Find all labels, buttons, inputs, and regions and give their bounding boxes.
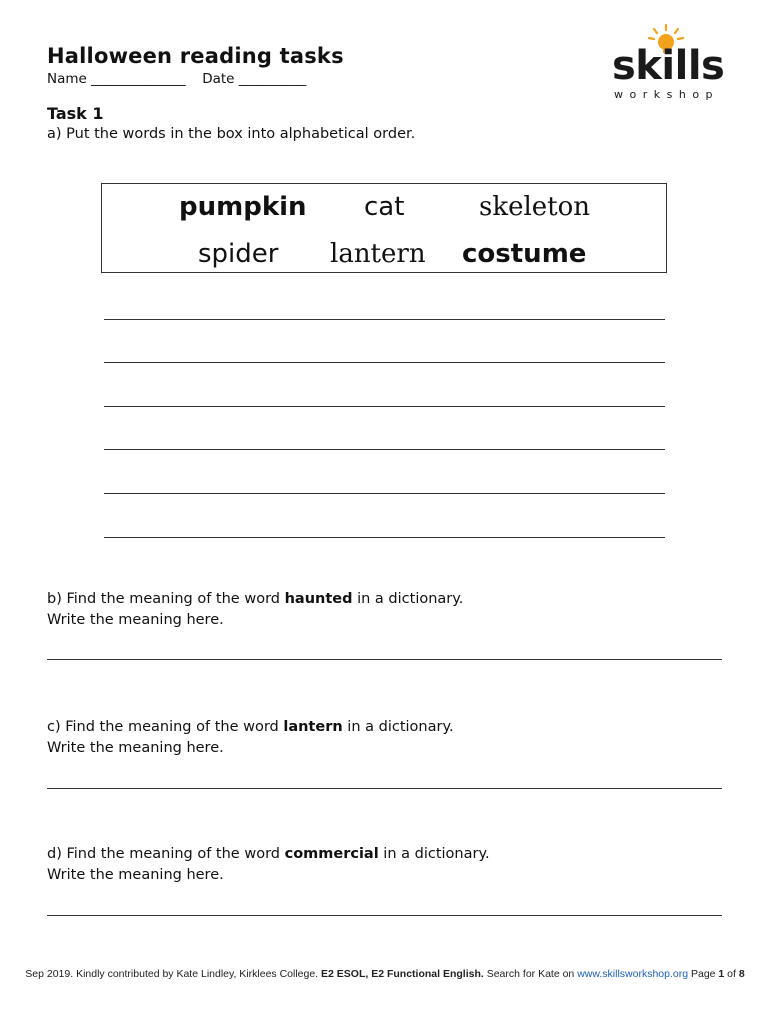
answer-line[interactable] (104, 493, 665, 494)
logo-subtitle: workshop (614, 88, 720, 101)
page-title: Halloween reading tasks (47, 44, 344, 68)
meaning-answer-line[interactable] (47, 788, 722, 789)
task-d-instruction (47, 844, 490, 886)
task-c-instruction (47, 717, 454, 759)
footer-page-number: 1 (718, 968, 725, 980)
task-heading: Task 1 (47, 104, 104, 123)
answer-line[interactable] (104, 319, 665, 320)
task-c-write-prompt: Write the meaning here. (47, 740, 224, 756)
footer-credit: Sep 2019. Kindly contributed by Kate Lindley, Kirklees College. (25, 968, 322, 980)
task-b-prefix: b) Find the meaning of the word (47, 591, 285, 607)
word-skeleton: skeleton (479, 192, 591, 222)
answer-line[interactable] (104, 537, 665, 538)
footer-page-label: Page (688, 968, 719, 980)
task-d-write-prompt: Write the meaning here. (47, 867, 224, 883)
skills-workshop-logo (608, 24, 743, 104)
meaning-answer-line[interactable] (47, 915, 722, 916)
footer-level: E2 ESOL, E2 Functional English. (321, 968, 484, 980)
word-lantern: lantern (330, 239, 426, 269)
answer-line[interactable] (104, 449, 665, 450)
task-c-suffix: in a dictionary. (342, 719, 454, 735)
word-spider: spider (198, 239, 279, 269)
word-cat: cat (364, 192, 405, 222)
footer-of: of (724, 968, 739, 980)
footer-link[interactable]: www.skillsworkshop.org (577, 968, 689, 980)
word-costume: costume (462, 239, 587, 269)
task-d-prefix: d) Find the meaning of the word (47, 846, 285, 862)
task-b-suffix: in a dictionary. (352, 591, 464, 607)
name-label: Name ______________ (47, 71, 186, 87)
page-footer (20, 968, 750, 980)
task-a-instruction: a) Put the words in the box into alphabetical order. (47, 126, 416, 142)
footer-page-total: 8 (738, 968, 745, 980)
word-box (101, 183, 667, 273)
answer-line[interactable] (104, 406, 665, 407)
meaning-answer-line[interactable] (47, 659, 722, 660)
task-d-word: commercial (284, 846, 379, 862)
name-date-line (47, 71, 306, 87)
task-c-prefix: c) Find the meaning of the word (47, 719, 284, 735)
logo-word: skills (612, 43, 725, 89)
task-b-word: haunted (284, 591, 353, 607)
task-b-instruction (47, 589, 463, 631)
task-b-write-prompt: Write the meaning here. (47, 612, 224, 628)
task-d-suffix: in a dictionary. (378, 846, 490, 862)
footer-search-text: Search for Kate on (483, 968, 578, 980)
date-label: Date __________ (202, 71, 307, 87)
answer-line[interactable] (104, 362, 665, 363)
word-pumpkin: pumpkin (179, 192, 307, 222)
task-c-word: lantern (283, 719, 343, 735)
